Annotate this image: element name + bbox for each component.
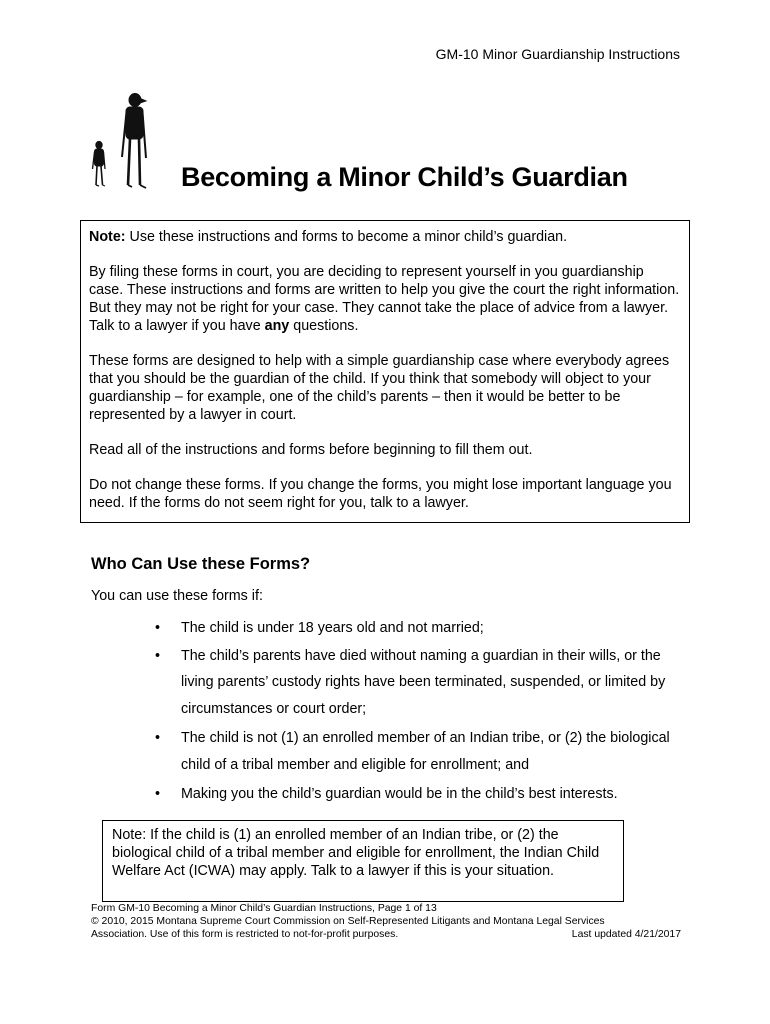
note-paragraph-2-emphasis: any xyxy=(264,318,290,334)
list-item-text: The child’s parents have died without naming a guardian in their wills, or the living parents’ custody rights have been terminated, suspended, or limited by circumstances or court order; xyxy=(181,647,666,717)
note-paragraph-3: These forms are designed to help with a simple guardianship case where everybody agrees that you should be the guardian of the child. If you think that somebody will object to your guardianship – for example, one of the child’s parents – then it would be better to be represented by a lawyer in court. xyxy=(89,353,670,423)
bullet-icon: • xyxy=(155,730,161,746)
footer-last-updated: Last updated 4/21/2017 xyxy=(571,929,681,940)
form-id-header: GM-10 Minor Guardianship Instructions xyxy=(435,46,680,62)
who-can-use-heading: Who Can Use these Forms? xyxy=(91,555,311,573)
icwa-note-box: Note: If the child is (1) an enrolled member of an Indian tribe, or (2) the biological child of a tribal member and eligible for enrollment, the Indian Child Welfare Act (ICWA) may apply. Talk to a lawyer if this is your situation. xyxy=(102,820,624,902)
footer-usage-text: Association. Use of this form is restricted to not-for-profit purposes. xyxy=(91,929,399,940)
instructions-note-box xyxy=(80,220,690,523)
bullet-icon: • xyxy=(155,786,161,802)
footer-usage-line xyxy=(91,928,681,941)
bullet-icon: • xyxy=(155,647,161,664)
list-item xyxy=(155,781,691,808)
note-paragraph-4: Read all of the instructions and forms before beginning to fill them out. xyxy=(89,442,533,458)
note-paragraph-2 xyxy=(89,263,681,335)
footer-form-line: Form GM-10 Becoming a Minor Child’s Guardian Instructions, Page 1 of 13 xyxy=(91,903,437,914)
list-item xyxy=(155,615,691,642)
note-paragraph-1-text: Use these instructions and forms to become a minor child’s guardian. xyxy=(125,229,568,245)
note-paragraph-2-text: By filing these forms in court, you are deciding to represent yourself in you guardianship case. These instructions and forms are written to help you give the court the right information. But they may not be right for your case. They cannot take the place of advice from a lawyer. Talk to a lawyer if you have xyxy=(89,264,680,334)
bullet-icon: • xyxy=(155,620,161,636)
note-label: Note: xyxy=(89,229,126,245)
note-paragraph-1 xyxy=(89,228,681,246)
list-item-text: Making you the child’s guardian would be in the child’s best interests. xyxy=(181,786,618,802)
note-paragraph-2-end: questions. xyxy=(289,318,359,334)
adult-child-figures-icon xyxy=(84,92,164,192)
page-footer xyxy=(91,902,681,941)
page-title: Becoming a Minor Child’s Guardian xyxy=(181,162,628,192)
who-can-use-intro: You can use these forms if: xyxy=(91,588,263,604)
note-paragraph-5: Do not change these forms. If you change the forms, you might lose important language you need. If the forms do not seem right for you, talk to a lawyer. xyxy=(89,477,672,511)
list-item xyxy=(155,725,691,778)
list-item xyxy=(155,643,691,723)
list-item-text: The child is not (1) an enrolled member of an Indian tribe, or (2) the biological child of a tribal member and eligible for enrollment; and xyxy=(181,730,670,773)
list-item-text: The child is under 18 years old and not married; xyxy=(181,620,484,636)
footer-copyright-line: © 2010, 2015 Montana Supreme Court Commission on Self-Represented Litigants and Montana Legal Services xyxy=(91,916,605,927)
eligibility-list xyxy=(155,615,691,808)
